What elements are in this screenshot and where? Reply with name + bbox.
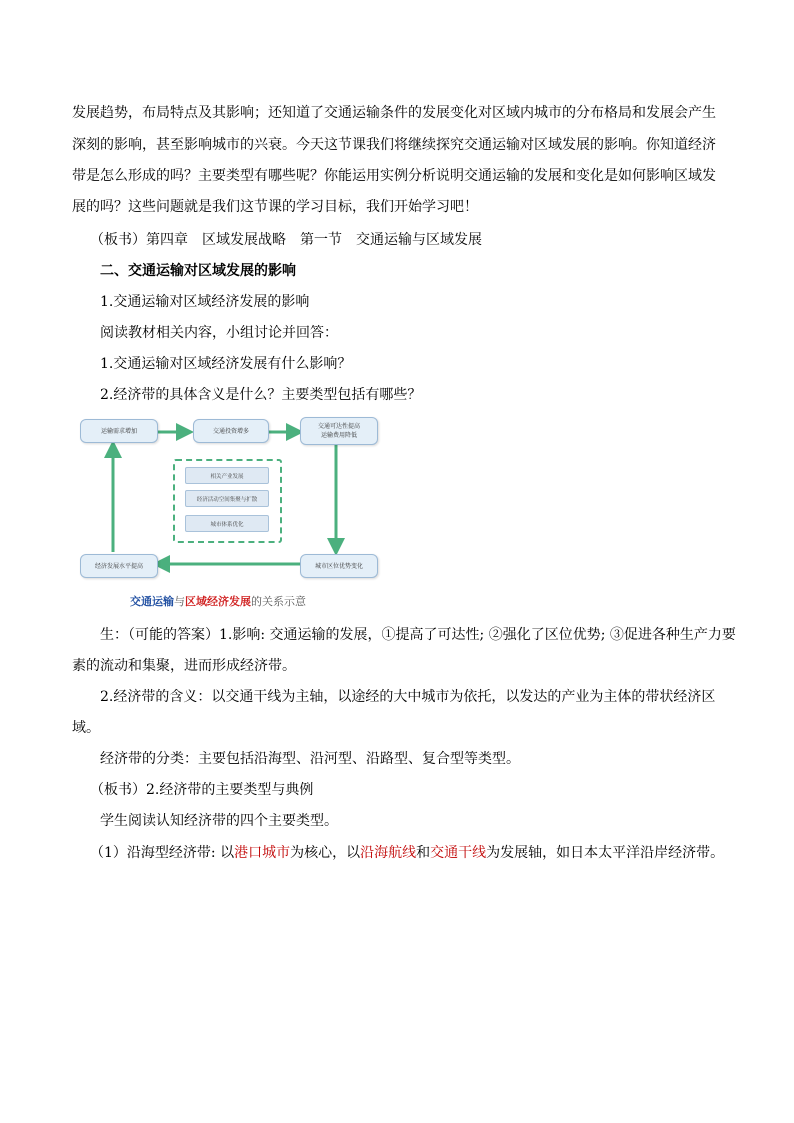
inner-box-city-system-label: 城市体系优化: [210, 521, 244, 528]
box-transport-investment-label: 交通投资增多: [212, 427, 249, 435]
intro-line-2: 深刻的影响，甚至影响城市的兴衰。今天这节课我们将继续探究交通运输对区域发展的影响。你知道经济: [72, 137, 716, 153]
coastal-item-text-g: 为发展轴，如日本太平洋沿岸经济带。: [486, 845, 725, 861]
box-location-advantage: [300, 554, 378, 578]
coastal-item-trunk-lines: 交通干线: [430, 845, 487, 861]
inner-box-agglomeration: [185, 490, 269, 507]
reading-prompt: 阅读教材相关内容，小组讨论并回答：: [100, 325, 338, 341]
coastal-belt-item: [90, 842, 724, 862]
question-2: 2.经济带的具体含义是什么？主要类型包括有哪些？: [100, 387, 422, 403]
student-reading: 学生阅读认知经济带的四个主要类型。: [100, 813, 338, 829]
box-location-advantage-label: 城市区位优势变化: [314, 562, 363, 570]
intro-line-1: 发展趋势，布局特点及其影响；还知道了交通运输条件的发展变化对区域内城市的分布格局和发展会产生: [72, 105, 716, 121]
subsection-heading: 1.交通运输对区域经济发展的影响: [100, 294, 310, 310]
box-accessibility-label-1: 交通可达性提高: [317, 423, 360, 430]
diagram-caption: [130, 593, 306, 609]
box-accessibility-label-2: 运输费用降低: [320, 432, 357, 439]
inner-box-agglomeration-label: 经济活动空间集聚与扩散: [196, 496, 258, 503]
caption-part-and: 与: [174, 595, 185, 608]
answer-1-line-2: 素的流动和集聚，进而形成经济带。: [72, 658, 296, 674]
coastal-item-text-c: 为核心，以: [290, 845, 361, 861]
box-economic-level-label: 经济发展水平提高: [94, 562, 143, 570]
board-heading-2: （板书）2.经济带的主要类型与典例: [90, 782, 314, 798]
coastal-item-text-e: 和: [416, 845, 431, 861]
inner-box-industry-label: 相关产业发展: [210, 473, 244, 480]
intro-line-3: 带是怎么形成的吗？主要类型有哪些呢？你能运用实例分析说明交通运输的发展和变化是如何影响区域发: [72, 168, 716, 184]
question-1: 1.交通运输对区域经济发展有什么影响？: [100, 356, 352, 372]
relationship-diagram: [80, 414, 380, 584]
caption-part-regional: 区域经济发展: [185, 595, 251, 608]
board-heading-1: （板书）第四章 区域发展战略 第一节 交通运输与区域发展: [90, 232, 482, 248]
coastal-item-sea-routes: 沿海航线: [360, 845, 417, 861]
box-transport-demand: [80, 419, 158, 443]
caption-part-relationship: 的关系示意: [251, 595, 306, 608]
section-heading: 二、交通运输对区域发展的影响: [100, 263, 296, 279]
coastal-item-port-cities: 港口城市: [234, 845, 291, 861]
caption-part-transport: 交通运输: [130, 595, 174, 608]
intro-line-4: 展的吗？这些问题就是我们这节课的学习目标，我们开始学习吧！: [72, 199, 478, 215]
economic-belt-classification: 经济带的分类：主要包括沿海型、沿河型、沿路型、复合型等类型。: [100, 751, 520, 767]
box-transport-investment: [193, 419, 269, 443]
answer-2-line-1: 2.经济带的含义：以交通干线为主轴，以途经的大中城市为依托，以发达的产业为主体的带状经济区: [100, 689, 716, 705]
inner-box-industry: [185, 467, 269, 484]
inner-box-city-system: [185, 515, 269, 532]
answer-1-line-1: 生：（可能的答案）1.影响: 交通运输的发展，①提高了可达性; ②强化了区位优势; ③促进各种生产力要: [100, 627, 736, 643]
answer-2-line-2: 域。: [72, 720, 100, 736]
box-transport-demand-label: 运输需求增加: [100, 427, 137, 435]
box-accessibility: [300, 417, 378, 445]
box-economic-level: [80, 554, 158, 578]
coastal-item-text-a: （1）沿海型经济带: 以: [90, 845, 235, 861]
